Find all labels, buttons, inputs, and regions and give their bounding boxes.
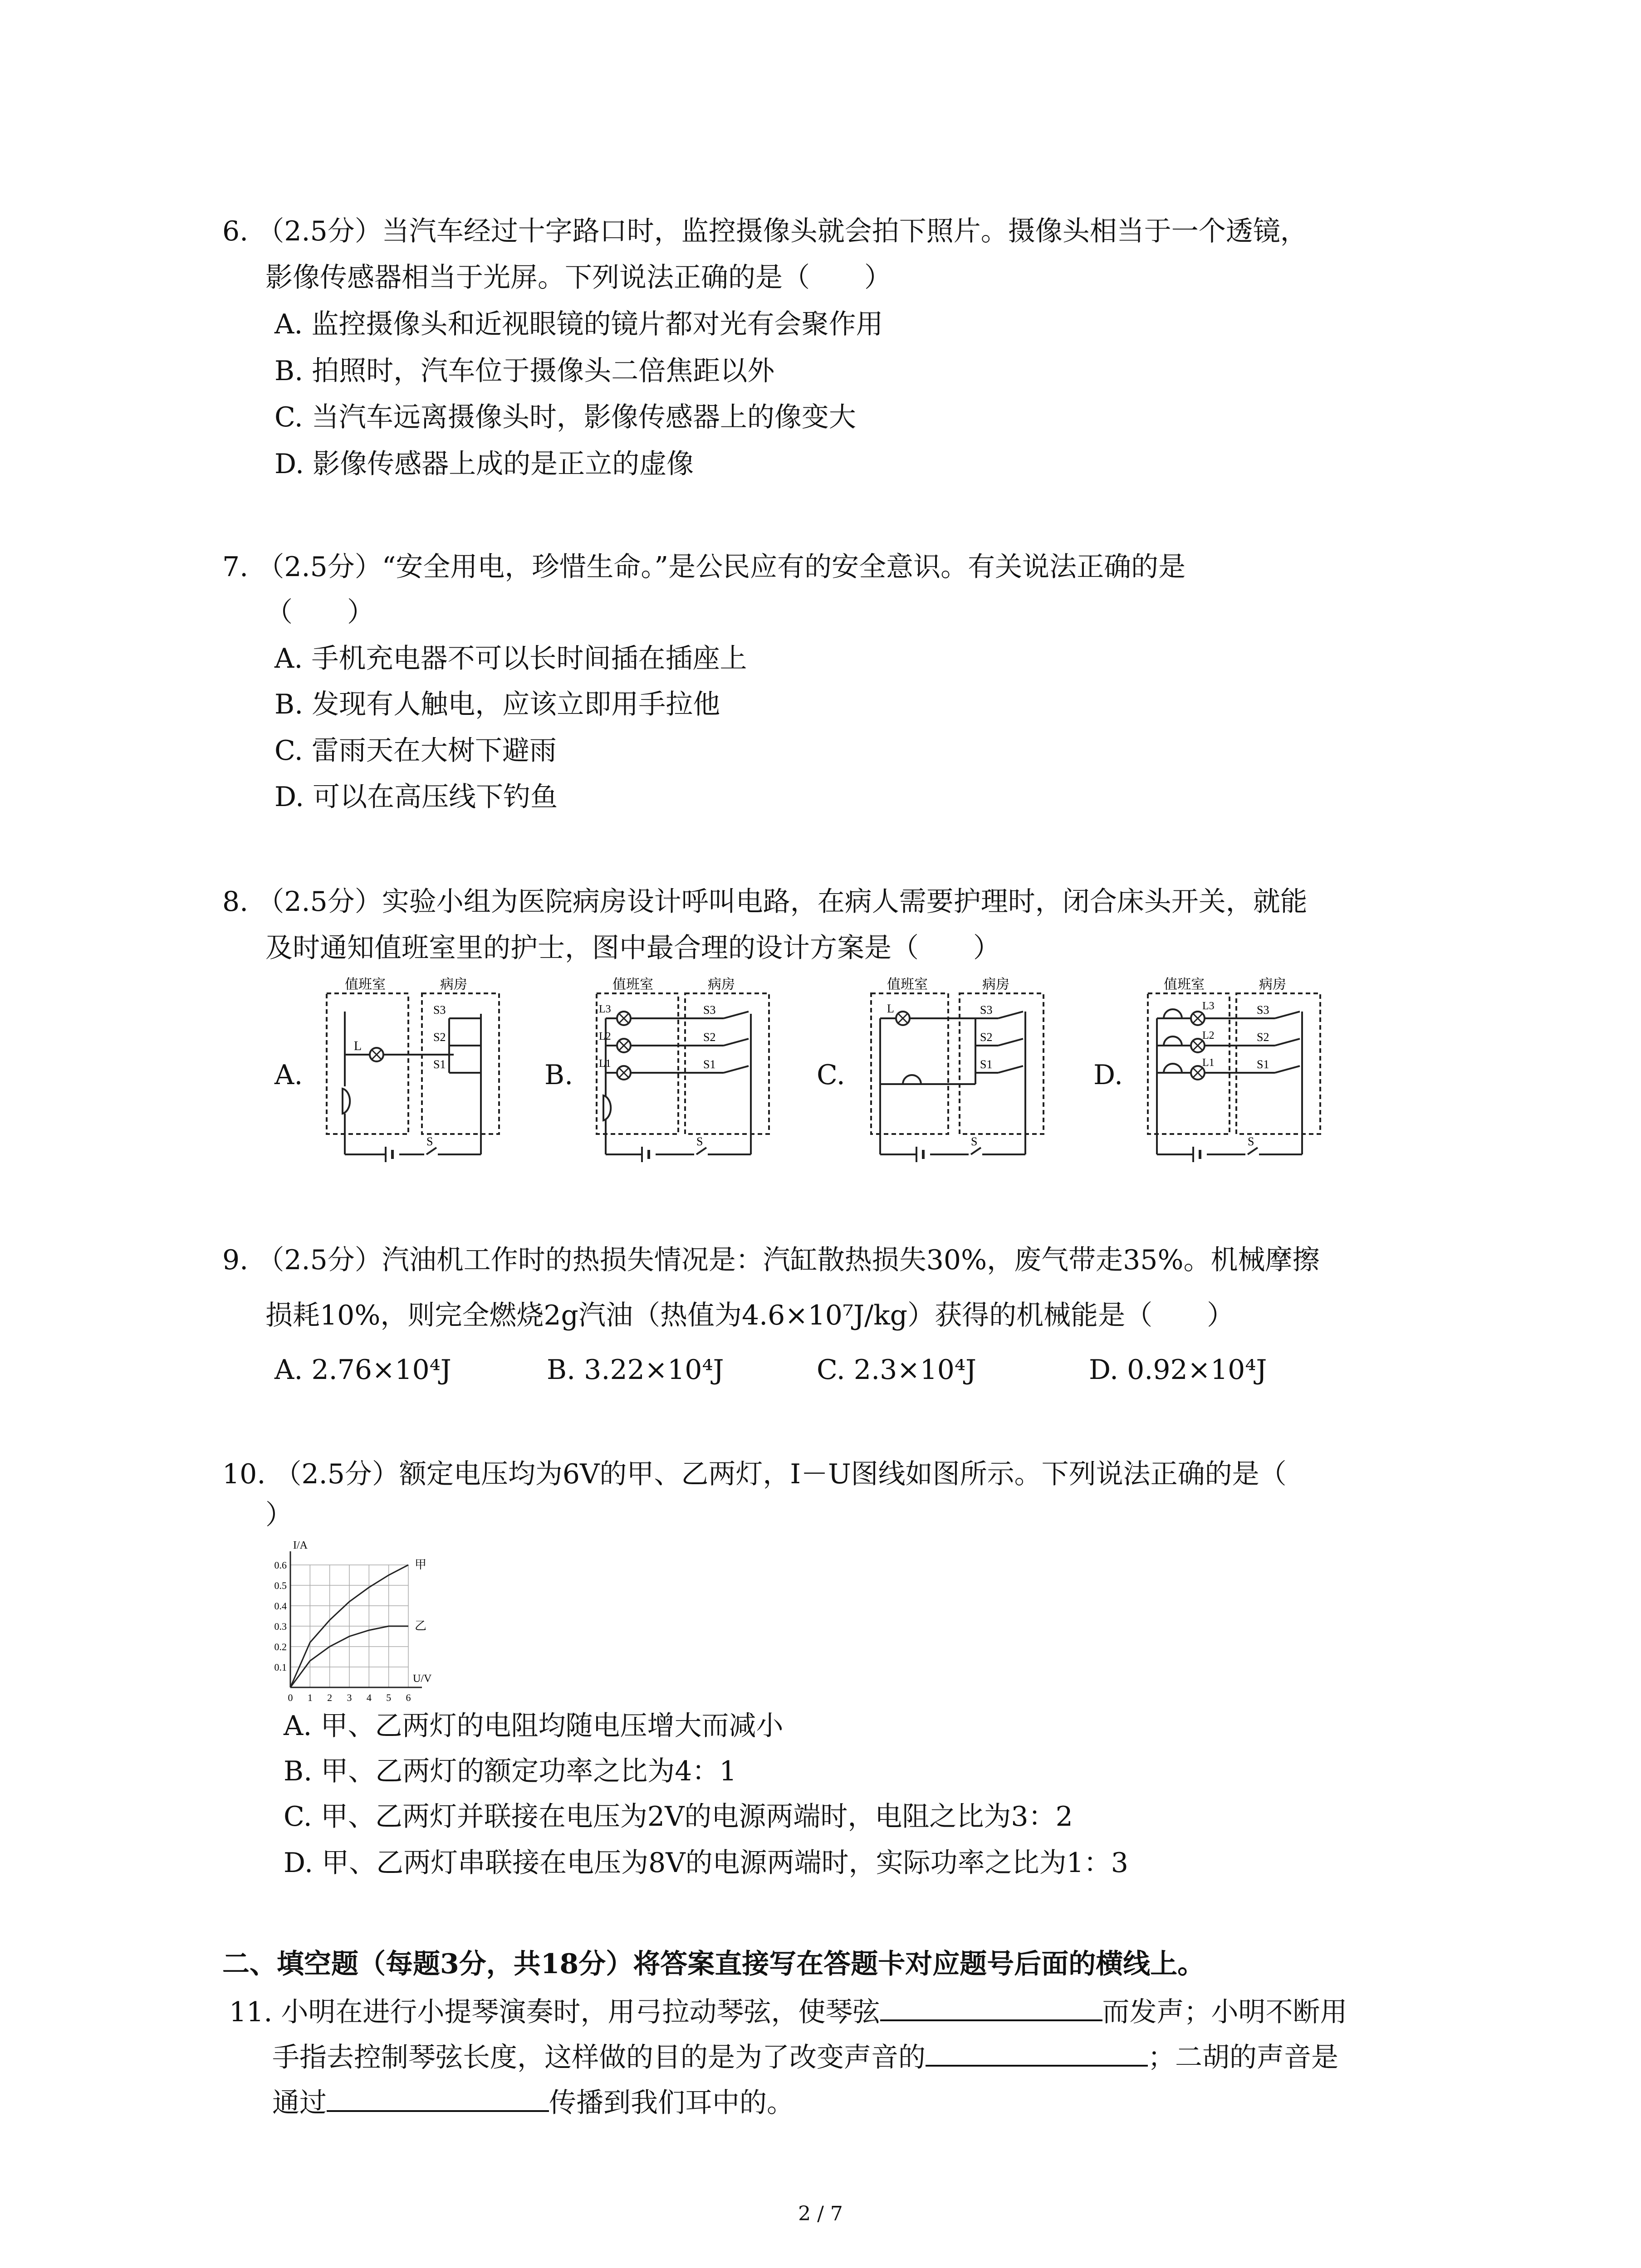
q8-stem-line2: 及时通知值班室里的护士，图中最合理的设计方案是（ ） (265, 932, 1000, 964)
series-label-2: 乙 (415, 1619, 427, 1633)
page-number: 2 / 7 (798, 2202, 843, 2225)
duty-room-label: 值班室 (345, 977, 386, 992)
q11-blank-1[interactable] (880, 1991, 1102, 2021)
svg-text:S2: S2 (433, 1031, 446, 1044)
q6-option-d: D. 影像传感器上成的是正立的虚像 (274, 448, 694, 480)
svg-text:L3: L3 (599, 1003, 611, 1015)
svg-text:S: S (971, 1135, 978, 1148)
circuit-diagram-b (588, 975, 778, 1179)
q7-option-b: B. 发现有人触电，应该立即用手拉他 (274, 689, 720, 720)
q10-stem-line2: ） (265, 1499, 293, 1531)
svg-text:值班室: 值班室 (612, 977, 653, 992)
svg-text:S2: S2 (703, 1031, 716, 1044)
q6-stem-line1: 6. （2.5分）当汽车经过十字路口时，监控摄像头就会拍下照片。摄像头相当于一个透镜， (222, 215, 1308, 247)
x-tick-label: 3 (347, 1692, 352, 1703)
svg-text:L2: L2 (1202, 1030, 1215, 1041)
q7-option-a: A. 手机充电器不可以长时间插在插座上 (274, 643, 747, 675)
q10-option-c: C. 甲、乙两灯并联接在电压为2V的电源两端时，电阻之比为3：2 (284, 1801, 1073, 1833)
q6-option-a: A. 监控摄像头和近视眼镜的镜片都对光有会聚作用 (274, 308, 883, 340)
q8-option-c-letter: C. (817, 1059, 845, 1091)
q7-option-c: C. 雷雨天在大树下避雨 (274, 735, 557, 767)
svg-text:S1: S1 (980, 1058, 993, 1071)
q9-option-a: A. 2.76×10⁴J (274, 1354, 451, 1386)
svg-text:L1: L1 (599, 1058, 611, 1070)
svg-text:S: S (1248, 1135, 1254, 1148)
svg-text:S2: S2 (1257, 1031, 1269, 1044)
iu-graph (263, 1538, 463, 1710)
series-label-1: 甲 (415, 1558, 427, 1571)
y-tick-label: 0.6 (274, 1559, 287, 1571)
svg-text:S1: S1 (703, 1058, 716, 1071)
q10-option-a: A. 甲、乙两灯的电阻均随电压增大而减小 (284, 1710, 784, 1742)
svg-text:病房: 病房 (708, 977, 735, 992)
q11-blank-2[interactable] (926, 2037, 1148, 2067)
q10-option-b: B. 甲、乙两灯的额定功率之比为4：1 (284, 1755, 737, 1787)
svg-text:S3: S3 (1257, 1003, 1269, 1017)
q7-stem-line1: 7. （2.5分）“安全用电，珍惜生命。”是公民应有的安全意识。有关说法正确的是 (222, 551, 1186, 583)
q9-option-c: C. 2.3×10⁴J (817, 1354, 977, 1386)
y-tick-label: 0.2 (274, 1641, 287, 1652)
svg-text:病房: 病房 (1259, 977, 1286, 992)
y-tick-label: 0.4 (274, 1600, 287, 1612)
svg-text:L: L (887, 1002, 894, 1015)
q6-option-c: C. 当汽车远离摄像头时，影像传感器上的像变大 (274, 401, 856, 433)
svg-text:病房: 病房 (982, 977, 1009, 992)
x-tick-label: 4 (366, 1692, 372, 1703)
svg-text:S3: S3 (433, 1003, 446, 1017)
lamp-label: L (354, 1039, 362, 1053)
x-tick-label: 5 (386, 1692, 392, 1703)
q11-blank-3[interactable] (327, 2082, 549, 2112)
svg-text:L2: L2 (599, 1031, 611, 1042)
svg-text:S: S (426, 1135, 433, 1148)
q10-stem-line1: 10. （2.5分）额定电压均为6V的甲、乙两灯，I－U图线如图所示。下列说法正确的是（ (222, 1458, 1287, 1490)
q8-stem-line1: 8. （2.5分）实验小组为医院病房设计呼叫电路，在病人需要护理时，闭合床头开关，就能 (222, 886, 1308, 918)
svg-text:L1: L1 (1202, 1057, 1215, 1069)
svg-text:S3: S3 (703, 1003, 716, 1017)
q8-option-a-letter: A. (274, 1059, 303, 1091)
q9-stem-line1: 9. （2.5分）汽油机工作时的热损失情况是：汽缸散热损失30%，废气带走35%。机械摩擦 (222, 1244, 1320, 1276)
circuit-diagram-c (862, 975, 1053, 1179)
q9-option-b: B. 3.22×10⁴J (547, 1354, 724, 1386)
q8-option-b-letter: B. (544, 1059, 573, 1091)
x-tick-label: 2 (327, 1692, 333, 1703)
x-tick-label: 0 (288, 1692, 293, 1703)
svg-text:L3: L3 (1202, 1000, 1215, 1012)
q6-option-b: B. 拍照时，汽车位于摄像头二倍焦距以外 (274, 355, 775, 387)
q8-option-d-letter: D. (1093, 1059, 1123, 1091)
q7-stem-line2: （ ） (265, 596, 374, 628)
y-tick-label: 0.5 (274, 1580, 287, 1591)
q11-line2: 手指去控制琴弦长度，这样做的目的是为了改变声音的 ；二胡的声音是 (272, 2037, 1338, 2076)
section-2-title: 二、填空题（每题3分，共18分）将答案直接写在答题卡对应题号后面的横线上。 (222, 1948, 1205, 1980)
q7-option-d: D. 可以在高压线下钓鱼 (274, 781, 558, 813)
svg-text:值班室: 值班室 (887, 977, 928, 992)
svg-text:S3: S3 (980, 1003, 993, 1017)
svg-text:S1: S1 (433, 1058, 446, 1071)
y-axis-label: I/A (293, 1540, 308, 1551)
svg-text:S: S (696, 1135, 703, 1148)
q9-stem-line2: 损耗10%，则完全燃烧2g汽油（热值为4.6×10⁷J/kg）获得的机械能是（ ） (265, 1300, 1234, 1331)
svg-text:S1: S1 (1257, 1058, 1269, 1071)
ward-label: 病房 (440, 977, 467, 992)
q6-stem-line2: 影像传感器相当于光屏。下列说法正确的是（ ） (265, 262, 892, 293)
svg-text:值班室: 值班室 (1164, 977, 1205, 992)
circuit-diagram-a (318, 975, 508, 1179)
circuit-diagram-d (1139, 975, 1329, 1179)
y-tick-label: 0.1 (274, 1662, 287, 1673)
x-axis-label: U/V (413, 1673, 432, 1685)
x-tick-label: 1 (307, 1692, 313, 1703)
y-tick-label: 0.3 (274, 1621, 287, 1632)
q10-option-d: D. 甲、乙两灯串联接在电压为8V的电源两端时，实际功率之比为1：3 (284, 1847, 1128, 1879)
q9-option-d: D. 0.92×10⁴J (1089, 1354, 1267, 1386)
x-tick-label: 6 (406, 1692, 411, 1703)
q11-line3: 通过 传播到我们耳中的。 (272, 2082, 794, 2121)
svg-text:S2: S2 (980, 1031, 993, 1044)
q11-line1: 11. 小明在进行小提琴演奏时，用弓拉动琴弦，使琴弦 而发声；小明不断用 (229, 1991, 1347, 2030)
